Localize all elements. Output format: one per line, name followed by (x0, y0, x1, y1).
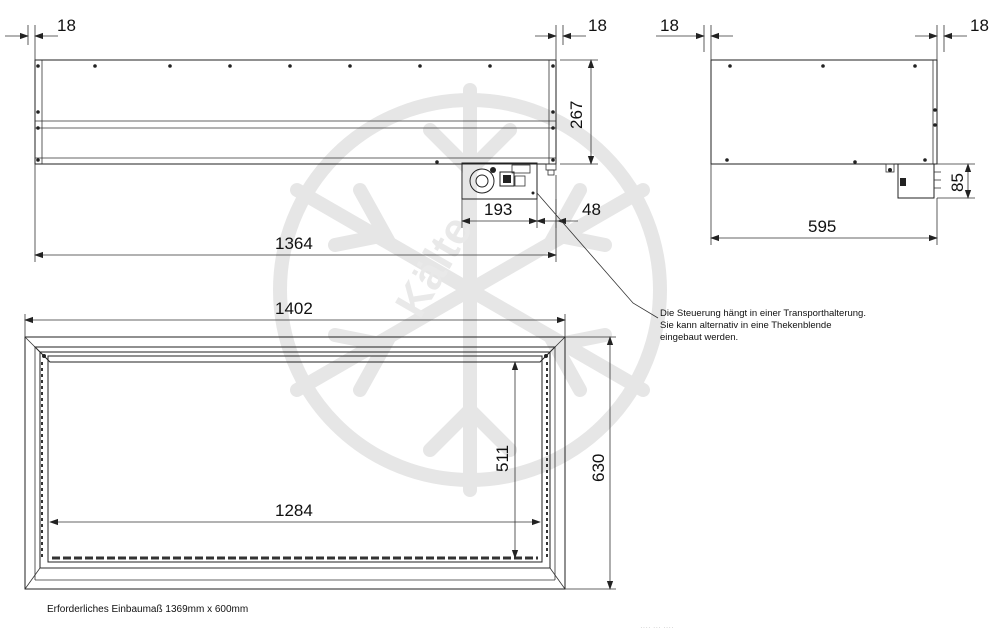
front-margin-right-label: 18 (588, 16, 607, 35)
control-note-line-2: Sie kann alternativ in eine Thekenblende (660, 320, 832, 331)
top-view-dimensions (25, 299, 616, 589)
front-length-label: 1364 (275, 234, 313, 253)
side-view-dimensions (656, 16, 989, 245)
top-depth-label: 630 (589, 453, 608, 482)
side-view (711, 60, 941, 198)
control-width-label: 193 (484, 200, 513, 219)
front-height-label: 267 (567, 100, 586, 129)
inner-length-label: 1284 (275, 501, 313, 520)
front-view (35, 60, 556, 175)
side-depth-label: 595 (808, 217, 837, 236)
front-view-dimensions (5, 16, 607, 262)
front-margin-left-label: 18 (57, 16, 76, 35)
footer-mark: ···· ··· ···· (640, 623, 674, 632)
control-offset-label: 48 (582, 200, 601, 219)
control-note-line-1: Die Steuerung hängt in einer Transporthalterung. (660, 308, 866, 319)
watermark-snowflake-logo (280, 90, 660, 490)
inner-depth-label: 511 (493, 444, 512, 472)
side-control-height-label: 85 (948, 173, 967, 192)
top-length-label: 1402 (275, 299, 313, 318)
control-note (660, 308, 866, 343)
side-margin-left-label: 18 (660, 16, 679, 35)
watermark-text: Kälte (386, 207, 483, 326)
side-margin-right-label: 18 (970, 16, 989, 35)
control-note-line-3: eingebaut werden. (660, 332, 739, 343)
install-size-note: Erforderliches Einbaumaß 1369mm x 600mm (47, 604, 249, 615)
